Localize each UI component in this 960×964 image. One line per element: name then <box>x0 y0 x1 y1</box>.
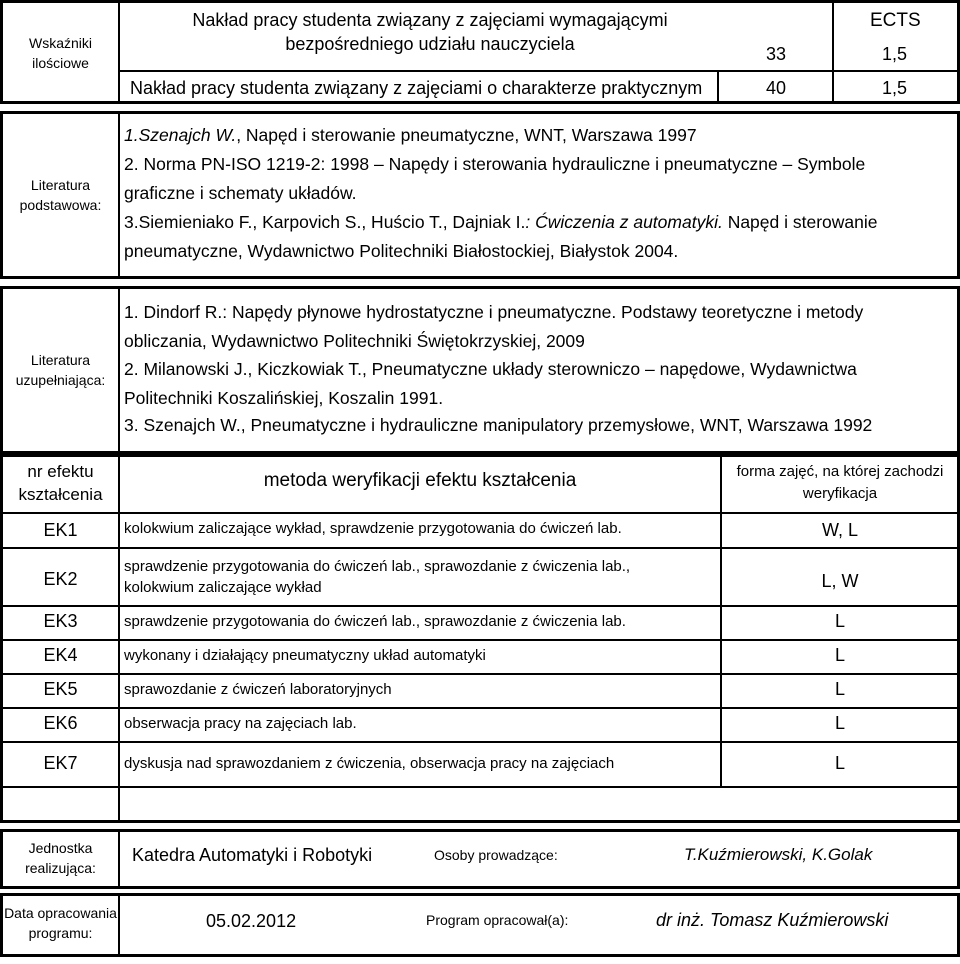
ects-row-divider <box>118 70 960 72</box>
unit-label-divider <box>118 829 120 889</box>
ects-label-divider <box>118 0 120 104</box>
ects-row2-hours: 40 <box>766 78 787 98</box>
verification-method: obserwacja pracy na zajęciach lab. <box>124 715 357 732</box>
verification-form: L <box>834 611 845 631</box>
ects-row1-value: 1,5 <box>882 44 908 64</box>
ects-header: ECTS <box>870 10 921 31</box>
verification-col2-header: metoda weryfikacji efektu kształcenia <box>263 470 577 491</box>
basic-literature-label: Literatura podstawowa: <box>19 177 102 213</box>
unit-value: Katedra Automatyki i Robotyki <box>132 845 373 865</box>
unit-label: Jednostka realizująca: <box>25 840 96 876</box>
verification-method: sprawozdanie z ćwiczeń laboratoryjnych <box>124 681 392 698</box>
ects-row1-hours: 33 <box>766 44 787 64</box>
ek-label: EK4 <box>43 645 78 665</box>
verification-method: dyskusja nad sprawozdaniem z ćwiczenia, obserwacja pracy na zajęciach <box>124 755 615 772</box>
verification-method: sprawdzenie przygotowania do ćwiczeń lab., sprawozdanie z ćwiczenia lab., kolokwium zaliczające wykład <box>124 558 631 596</box>
verification-row-divider <box>0 786 960 788</box>
ects-hours-divider <box>717 70 719 104</box>
verification-method: sprawdzenie przygotowania do ćwiczeń lab., sprawozdanie z ćwiczenia lab. <box>124 613 626 630</box>
basic-literature-divider <box>118 111 120 279</box>
supplementary-literature-item-1: 1. Dindorf R.: Napędy płynowe hydrostatyczne i pneumatyczne. Podstawy teoretyczne i metody obliczania, Wydawnictwo Politechniki Świętokrzyskiej, 2009 <box>124 302 864 351</box>
verification-row-divider <box>0 639 960 641</box>
verification-row-divider <box>0 605 960 607</box>
verification-form: L <box>834 645 845 665</box>
verification-row-divider <box>0 673 960 675</box>
ects-row2-value: 1,5 <box>882 78 908 98</box>
teachers-label: Osoby prowadzące: <box>434 847 558 863</box>
ek-label: EK2 <box>43 569 78 589</box>
ek-label: EK6 <box>43 713 78 733</box>
teachers-value: T.Kuźmierowski, K.Golak <box>684 845 873 864</box>
verification-col3-header: forma zajęć, na której zachodzi weryfikacja <box>736 463 944 502</box>
basic-literature-item-3: 3.Siemieniako F., Karpovich S., Huścio T., Dajniak I.: Ćwiczenia z automatyki. Napęd i sterowanie pneumatyczne, Wydawnictwo Politechniki Białostockiej, Białystok 2004. <box>124 212 878 261</box>
verification-row-divider <box>0 741 960 743</box>
ek-label: EK7 <box>43 753 78 773</box>
ects-side-label: Wskaźniki ilościowe <box>28 35 92 71</box>
ek-label: EK1 <box>43 520 78 540</box>
verification-form: L <box>834 713 845 733</box>
basic-literature-item-2: 2. Norma PN-ISO 1219-2: 1998 – Napędy i sterowania hydrauliczne i pneumatyczne – Symbole graficzne i schematy układów. <box>124 154 866 203</box>
verification-form: W, L <box>821 520 858 540</box>
supplementary-literature-item-2: 2. Milanowski J., Kiczkowiak T., Pneumatyczne układy sterowniczo – napędowe, Wydawnictwa Politechniki Koszalińskiej, Koszalin 1991. <box>124 359 857 408</box>
ek-label: EK5 <box>43 679 78 699</box>
ects-row2-text: Nakład pracy studenta związany z zajęciami o charakterze praktycznym <box>130 78 703 98</box>
author-value: dr inż. Tomasz Kuźmierowski <box>656 910 889 930</box>
supplementary-literature-item-3: 3. Szenajch W., Pneumatyczne i hydrauliczne manipulatory przemysłowe, WNT, Warszawa 1992 <box>124 415 873 435</box>
basic-literature-item-1: 1.Szenajch W., Napęd i sterowanie pneumatyczne, WNT, Warszawa 1997 <box>124 125 697 145</box>
supplementary-literature-label: Literatura uzupełniająca: <box>15 352 106 388</box>
prepared-date-value: 05.02.2012 <box>206 911 297 931</box>
prepared-date-label: Data opracowania programu: <box>4 905 117 941</box>
ek-label: EK3 <box>43 611 78 631</box>
verification-row-divider <box>0 707 960 709</box>
verification-form: L, W <box>821 571 859 591</box>
verification-method: kolokwium zaliczające wykład, sprawdzenie przygotowania do ćwiczeń lab. <box>124 520 622 537</box>
verification-form: L <box>834 679 845 699</box>
author-label: Program opracował(a): <box>426 912 569 928</box>
verification-row-divider <box>0 547 960 549</box>
supplementary-literature-divider <box>118 286 120 454</box>
verification-header-divider <box>0 512 960 514</box>
ects-value-divider <box>832 0 834 104</box>
ects-row1-text: Nakład pracy studenta związany z zajęciami wymagającymi bezpośredniego udziału nauczyciela <box>192 10 668 54</box>
verification-form: L <box>834 753 845 773</box>
verification-method: wykonany i działający pneumatyczny układ automatyki <box>124 647 486 664</box>
verification-col1-header: nr efektu kształcenia <box>18 462 103 504</box>
prepared-label-divider <box>118 893 120 957</box>
